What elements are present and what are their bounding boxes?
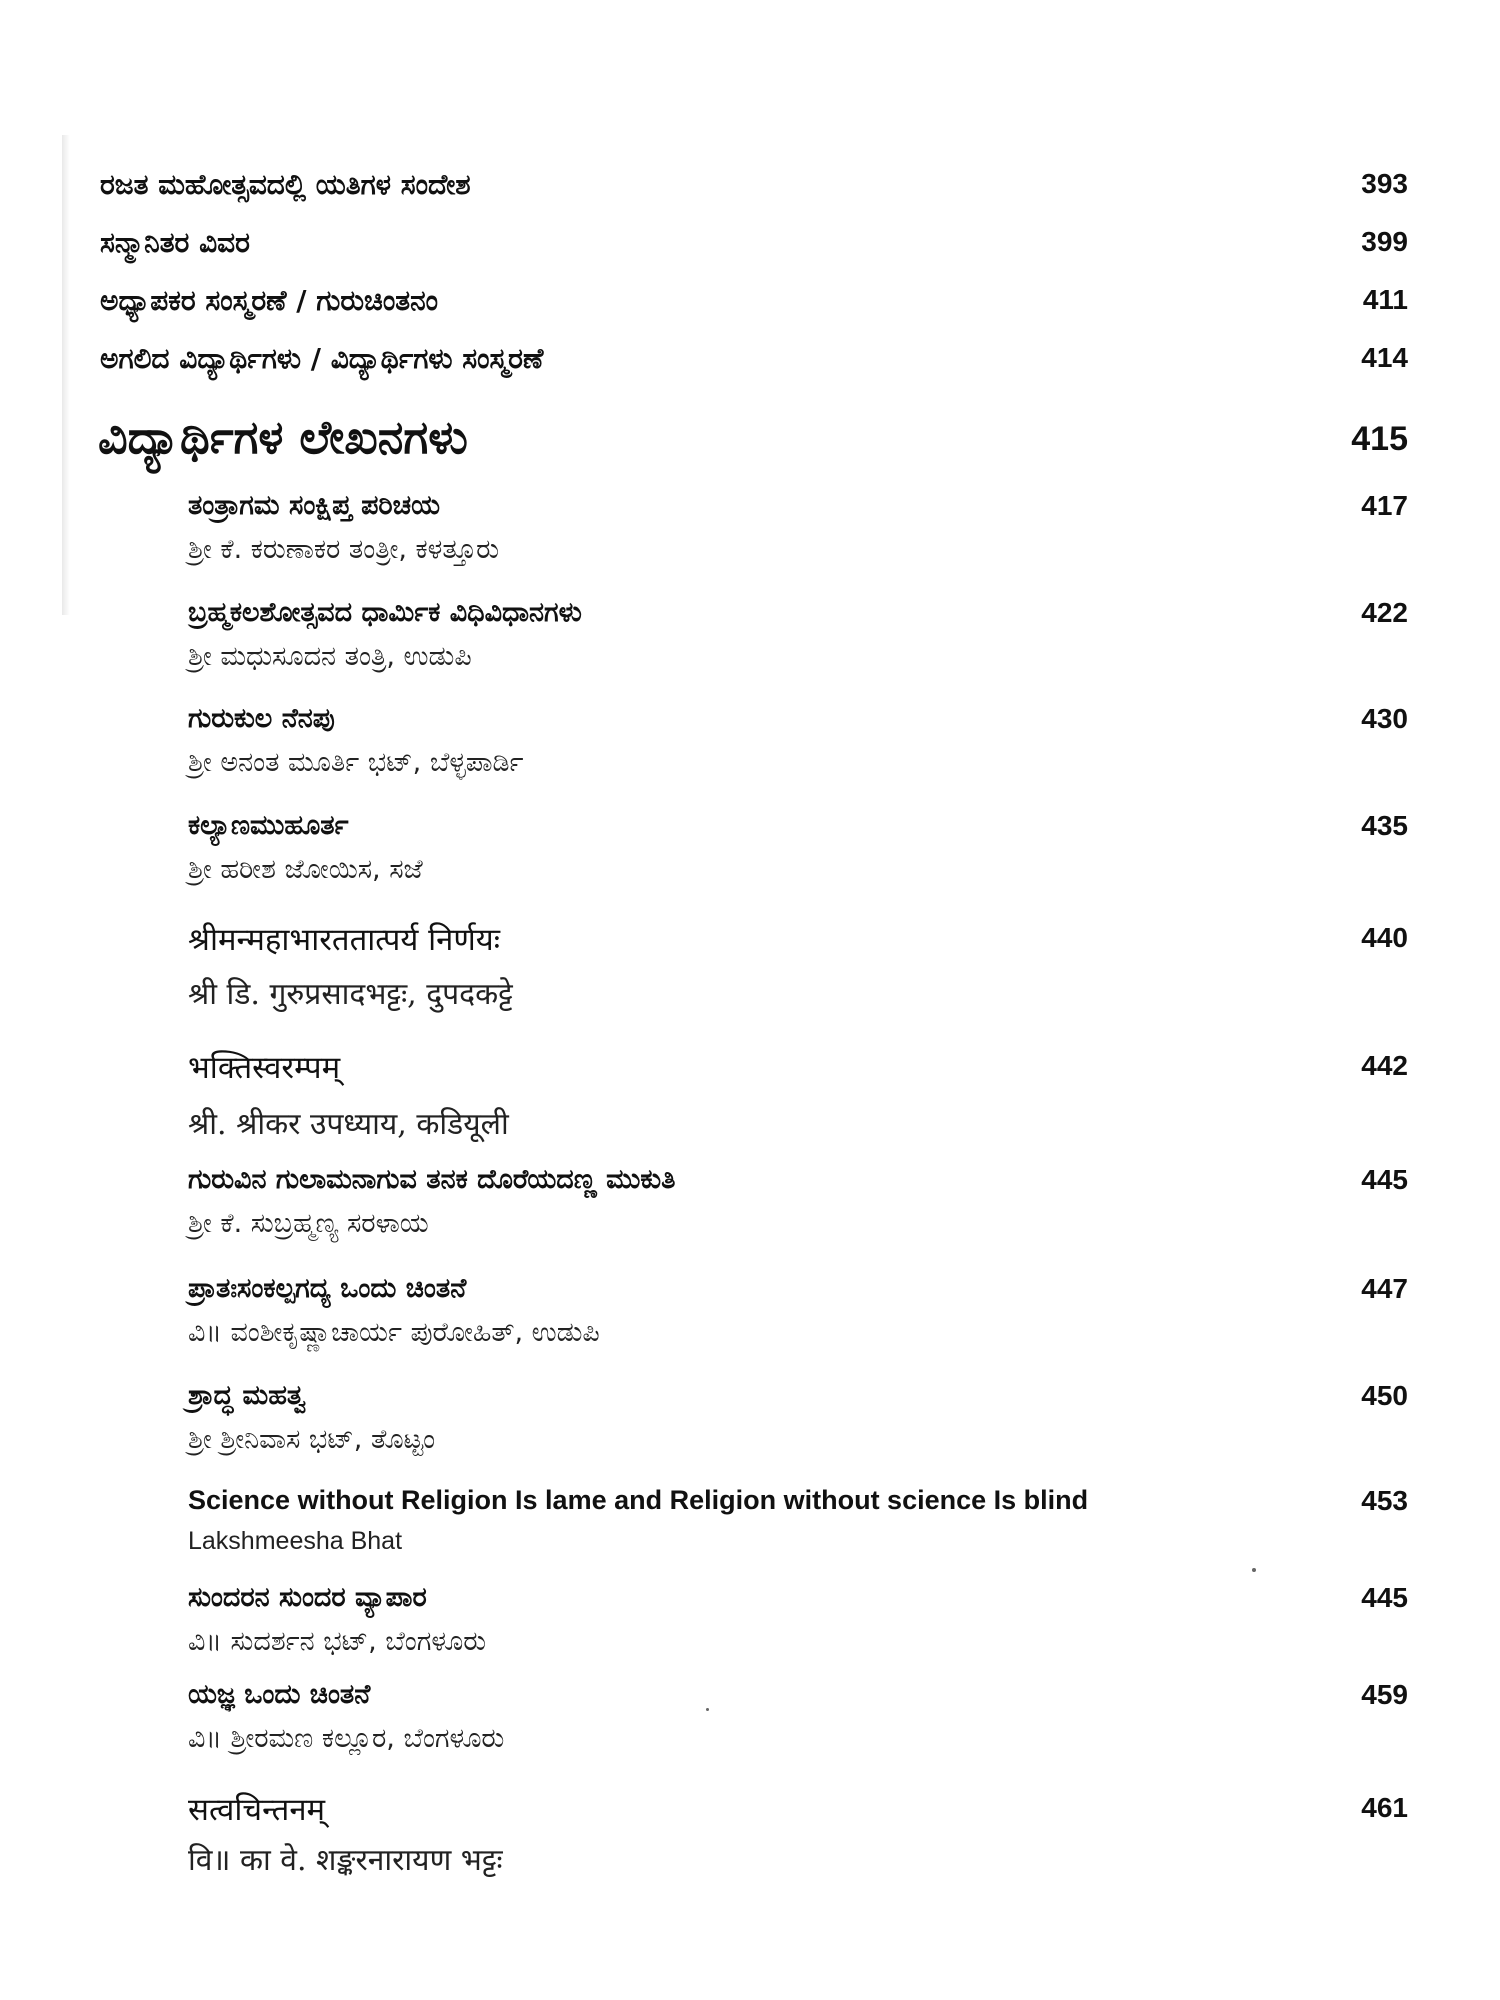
article-title: ಗುರುಕುಲ ನೆನಪು xyxy=(188,703,335,734)
article-author: ವಿ॥ ಶ್ರೀರಮಣ ಕಲ್ಲೂರ, ಬೆಂಗಳೂರು xyxy=(188,1723,505,1754)
article-page-number: 445 xyxy=(1361,1582,1408,1613)
article-page-number: 459 xyxy=(1361,1679,1408,1710)
article-author: ಶ್ರೀ ಮಧುಸೂದನ ತಂತ್ರಿ, ಉಡುಪಿ xyxy=(188,641,472,672)
article-page-number: 447 xyxy=(1361,1273,1408,1304)
article-page-number: 445 xyxy=(1361,1164,1408,1195)
toc-page-number: 414 xyxy=(1361,342,1408,373)
toc-page-number: 399 xyxy=(1361,226,1408,257)
toc-entry-title: ಅಧ್ಯಾಪಕರ ಸಂಸ್ಮರಣೆ / ಗುರುಚಿಂತನಂ xyxy=(100,284,439,317)
article-page-number: 450 xyxy=(1361,1380,1408,1411)
article-page-number: 453 xyxy=(1361,1485,1408,1516)
toc-entry-title: ರಜತ ಮಹೋತ್ಸವದಲ್ಲಿ ಯತಿಗಳ ಸಂದೇಶ xyxy=(100,168,471,201)
article-title: ಯಜ್ಞ ಒಂದು ಚಿಂತನೆ xyxy=(188,1679,371,1710)
article-page-number: 435 xyxy=(1361,810,1408,841)
article-title: ಬ್ರಹ್ಮಕಲಶೋತ್ಸವದ ಧಾರ್ಮಿಕ ವಿಧಿವಿಧಾನಗಳು xyxy=(188,597,582,628)
article-author: ಶ್ರೀ ಕೆ. ಕರುಣಾಕರ ತಂತ್ರೀ, ಕಳತ್ತೂರು xyxy=(188,534,500,565)
section-title: ವಿದ್ಯಾರ್ಥಿಗಳ ಲೇಖನಗಳು xyxy=(98,410,468,464)
article-author: श्री. श्रीकर उपध्याय, कडियूली xyxy=(188,1107,509,1142)
article-title: ಕಲ್ಯಾಣಮುಹೂರ್ತ xyxy=(188,810,349,841)
article-author: ಶ್ರೀ ಕೆ. ಸುಬ್ರಹ್ಮಣ್ಯ ಸರಳಾಯ xyxy=(188,1208,429,1239)
article-author: श्री डि. गुरुप्रसादभट्टः, दुपदकट्टे xyxy=(188,977,513,1012)
toc-entry-title: ಅಗಲಿದ ವಿದ್ಯಾರ್ಥಿಗಳು / ವಿದ್ಯಾರ್ಥಿಗಳು ಸಂಸ್ಮರಣೆ xyxy=(100,342,544,375)
article-page-number: 461 xyxy=(1361,1792,1408,1823)
article-title: ಶ್ರಾದ್ಧ ಮಹತ್ವ xyxy=(188,1380,307,1411)
section-page-number: 415 xyxy=(1351,420,1408,458)
article-title: Science without Religion Is lame and Religion without science Is blind xyxy=(188,1485,1089,1515)
article-author: ಶ್ರೀ ಅನಂತ ಮೂರ್ತಿ ಭಟ್, ಬೆಳ್ಳಪಾರ್ಡಿ xyxy=(188,747,524,778)
article-title: भक्तिस्वरम्पम् xyxy=(188,1050,341,1086)
article-author: ಶ್ರೀ ಹರೀಶ ಜೋಯಿಸ, ಸಜೆ xyxy=(188,854,423,885)
article-page-number: 440 xyxy=(1361,922,1408,953)
article-page-number: 430 xyxy=(1361,703,1408,734)
article-title: ಪ್ರಾತಃಸಂಕಲ್ಪಗದ್ಯ ಒಂದು ಚಿಂತನೆ xyxy=(188,1273,467,1304)
article-author: ವಿ॥ ಸುದರ್ಶನ ಭಟ್, ಬೆಂಗಳೂರು xyxy=(188,1626,487,1657)
article-author: वि॥ का वे. शङ्करनारायण भट्टः xyxy=(188,1843,503,1878)
article-title: ಗುರುವಿನ ಗುಲಾಮನಾಗುವ ತನಕ ದೊರೆಯದಣ್ಣ ಮುಕುತಿ xyxy=(188,1164,676,1195)
article-author: Lakshmeesha Bhat xyxy=(188,1527,403,1555)
page-fold-shadow xyxy=(62,135,70,615)
toc-entry-title: ಸನ್ಮಾನಿತರ ವಿವರ xyxy=(100,226,250,259)
toc-page-number: 393 xyxy=(1361,168,1408,199)
scan-speck xyxy=(1252,1568,1256,1572)
article-author: ಶ್ರೀ ಶ್ರೀನಿವಾಸ ಭಟ್, ತೊಟ್ಟಂ xyxy=(188,1424,436,1455)
article-page-number: 442 xyxy=(1361,1050,1408,1081)
article-title: ಸುಂದರನ ಸುಂದರ ವ್ಯಾಪಾರ xyxy=(188,1582,427,1613)
article-title: श्रीमन्महाभारततात्पर्य निर्णयः xyxy=(188,922,501,958)
article-title: सत्वचिन्तनम् xyxy=(188,1792,326,1828)
article-author: ವಿ॥ ವಂಶೀಕೃಷ್ಣಾಚಾರ್ಯ ಪುರೋಹಿತ್, ಉಡುಪಿ xyxy=(188,1317,600,1348)
article-title: ತಂತ್ರಾಗಮ ಸಂಕ್ಷಿಪ್ತ ಪರಿಚಯ xyxy=(188,490,441,521)
scan-speck xyxy=(706,1708,709,1711)
toc-page-number: 411 xyxy=(1362,284,1408,315)
article-page-number: 422 xyxy=(1361,597,1408,628)
article-page-number: 417 xyxy=(1361,490,1408,521)
